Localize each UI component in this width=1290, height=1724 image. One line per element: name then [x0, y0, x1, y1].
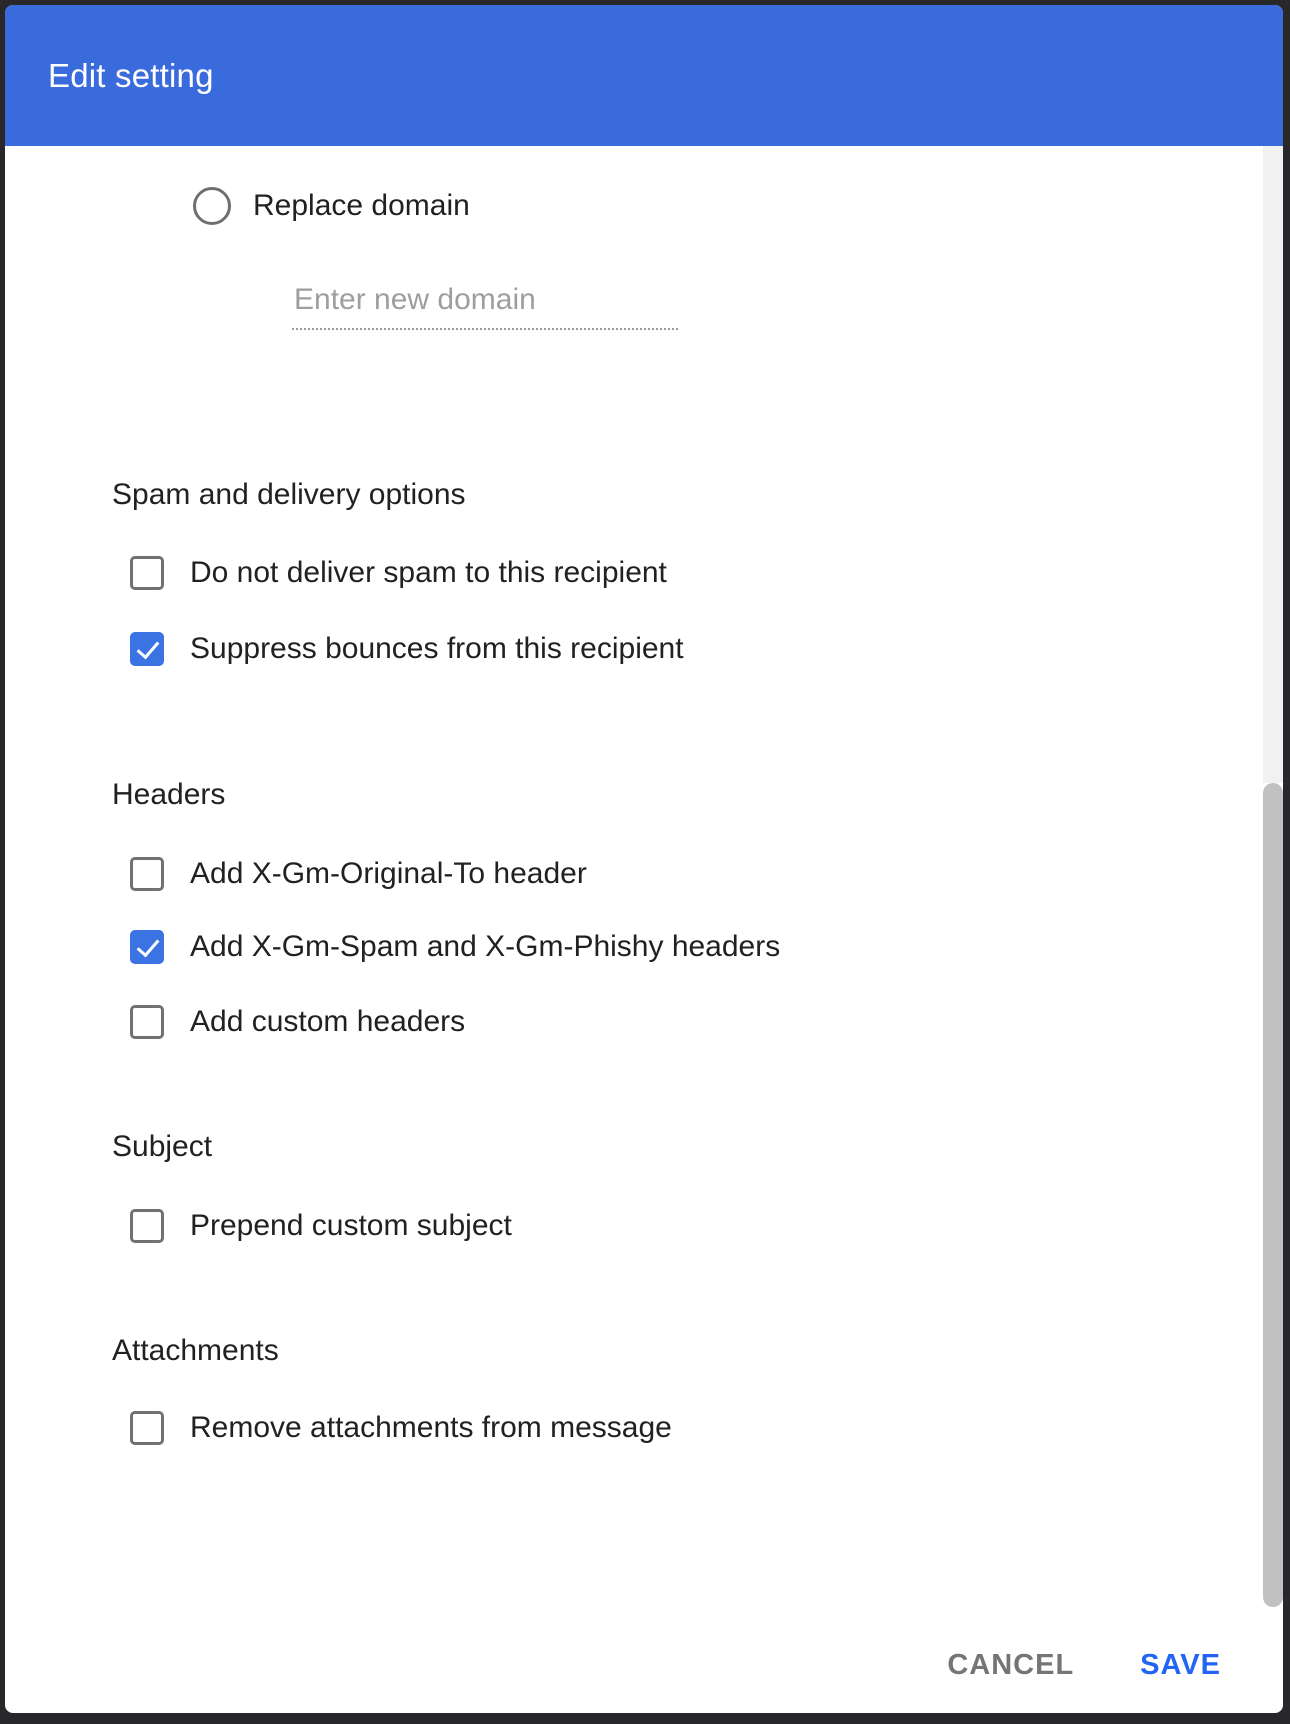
checkbox-row-remove-attachments[interactable]: [130, 1408, 672, 1448]
checkbox-label: Prepend custom subject: [190, 1209, 512, 1242]
checkbox[interactable]: [130, 632, 164, 666]
checkbox-row-prepend-custom-subject[interactable]: [130, 1206, 512, 1246]
checkbox-row-suppress-bounces[interactable]: [130, 629, 684, 669]
checkbox[interactable]: [130, 857, 164, 891]
dialog-title: Edit setting: [48, 56, 214, 94]
radio-button-icon[interactable]: [193, 187, 231, 225]
checkbox[interactable]: [130, 930, 164, 964]
cancel-button[interactable]: CANCEL: [945, 1645, 1076, 1686]
checkbox-label: Do not deliver spam to this recipient: [190, 556, 667, 589]
replace-domain-label: Replace domain: [253, 189, 470, 222]
checkbox-label: Suppress bounces from this recipient: [190, 632, 684, 665]
section-heading-attachments: Attachments: [112, 1334, 279, 1367]
scrollbar-thumb[interactable]: [1263, 783, 1283, 1607]
checkbox-label: Add custom headers: [190, 1005, 466, 1038]
checkbox-label: Remove attachments from message: [190, 1411, 672, 1444]
checkbox-row-add-x-gm-original-to[interactable]: [130, 854, 587, 894]
replace-domain-option[interactable]: [193, 186, 470, 226]
checkbox[interactable]: [130, 1005, 164, 1039]
edit-setting-dialog: [5, 5, 1283, 1713]
section-heading-subject: Subject: [112, 1130, 213, 1163]
checkbox-label: Add X-Gm-Original-To header: [190, 857, 587, 890]
new-domain-input[interactable]: [292, 277, 678, 330]
checkbox-row-add-custom-headers[interactable]: [130, 1002, 465, 1042]
checkbox[interactable]: [130, 556, 164, 590]
checkbox-row-add-x-gm-spam-phishy[interactable]: [130, 927, 780, 967]
dialog-footer: [945, 1643, 1223, 1687]
section-heading-spam-and-delivery: Spam and delivery options: [112, 478, 466, 511]
checkbox-label: Add X-Gm-Spam and X-Gm-Phishy headers: [190, 930, 781, 963]
save-button[interactable]: SAVE: [1138, 1645, 1223, 1686]
dialog-header: [5, 5, 1283, 146]
checkbox[interactable]: [130, 1411, 164, 1445]
checkbox[interactable]: [130, 1209, 164, 1243]
scrollbar-track[interactable]: [1263, 146, 1283, 783]
checkbox-row-do-not-deliver-spam[interactable]: [130, 553, 667, 593]
section-heading-headers: Headers: [112, 778, 226, 811]
